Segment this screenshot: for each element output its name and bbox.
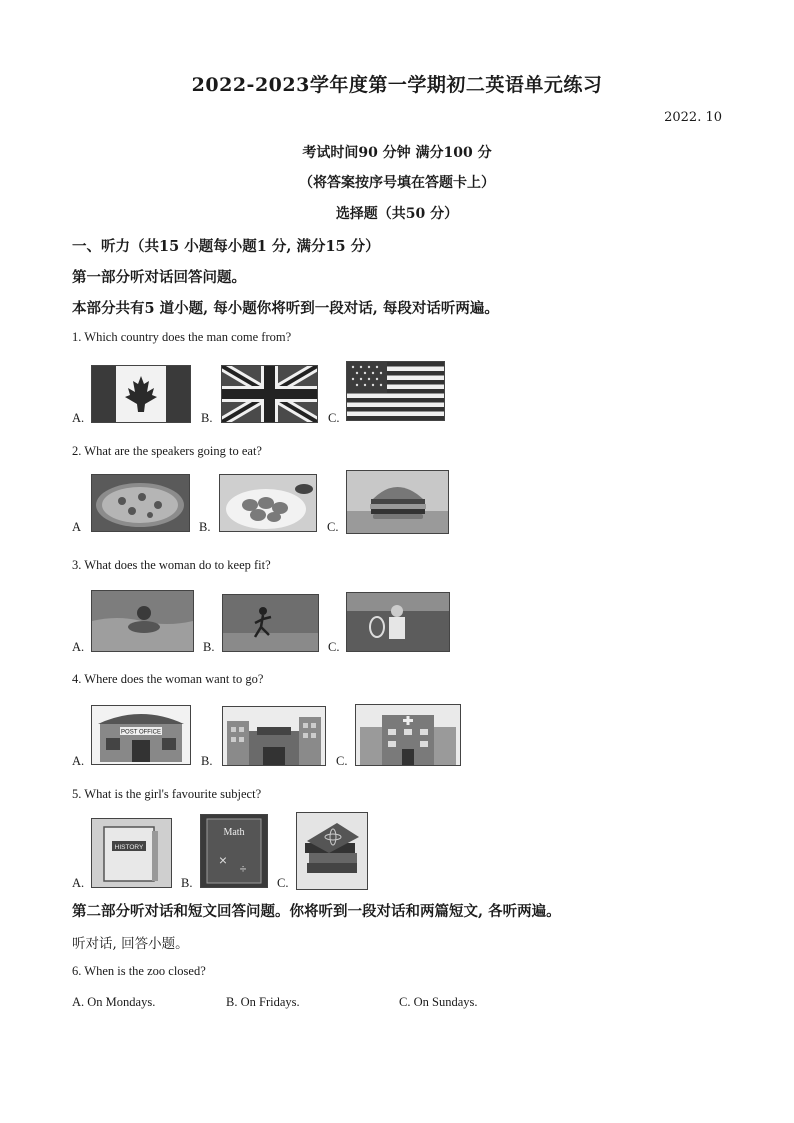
hamburger-image (346, 470, 449, 534)
post-office-image (91, 705, 191, 765)
q4-option-b-label: B. (201, 754, 213, 768)
q1-option-c-label: C. (328, 411, 340, 425)
usa-flag-image (346, 361, 445, 421)
post-office-sign: POST OFFICE (121, 729, 161, 736)
math-book-icon (201, 815, 267, 887)
exam-info: 考试时间90 分钟 满分100 分 (302, 145, 492, 161)
svg-text:÷: ÷ (239, 862, 247, 876)
question-1: 1. Which country does the man come from? (72, 330, 292, 344)
canada-flag-icon (92, 366, 190, 422)
question-4: 4. Where does the woman want to go? (72, 672, 264, 686)
math-book-title: Math (223, 827, 245, 838)
running-image (222, 594, 319, 652)
hamburger-icon (347, 471, 448, 533)
part1-description: 本部分共有5 道小题, 每小题你将听到一段对话, 每段对话听两遍。 (72, 300, 499, 317)
part2-heading: 第二部分听对话和短文回答问题。你将听到一段对话和两篇短文, 各听两遍。 (72, 903, 561, 920)
q3-option-b-label: B. (203, 640, 215, 654)
swimming-icon (92, 591, 193, 651)
svg-text:×: × (218, 852, 228, 868)
math-book-image (200, 814, 268, 888)
page-title: 2022-2023学年度第一学期初二英语单元练习 (191, 74, 603, 96)
listening-heading: 一、听力（共15 小题每小题1 分, 满分15 分） (72, 238, 380, 255)
q2-option-c-label: C. (327, 520, 339, 534)
tennis-icon (347, 593, 449, 651)
q6-option-c: C. On Sundays. (399, 995, 478, 1009)
question-3: 3. What does the woman do to keep fit? (72, 558, 271, 572)
canada-flag-image (91, 365, 191, 423)
q5-option-a-label: A. (72, 876, 85, 890)
usa-flag-icon (347, 362, 444, 420)
hospital-icon (356, 705, 460, 765)
q6-option-b: B. On Fridays. (226, 995, 300, 1009)
uk-flag-image (221, 365, 318, 423)
q6-option-a: A. On Mondays. (72, 995, 156, 1009)
science-book-icon (297, 813, 367, 889)
history-book-image (91, 818, 172, 888)
answer-instruction: （将答案按序号填在答题卡上） (299, 175, 495, 191)
fried-chicken-image (219, 474, 317, 532)
science-book-image (296, 812, 368, 890)
part1-subheading: 第一部分听对话回答问题。 (72, 269, 246, 286)
fried-chicken-icon (220, 475, 316, 531)
q3-option-a-label: A. (72, 640, 85, 654)
post-office-icon (92, 706, 190, 764)
q2-option-a-label: A (72, 520, 82, 534)
part2-sub: 听对话, 回答小题。 (72, 936, 189, 952)
question-5: 5. What is the girl's favourite subject? (72, 787, 262, 801)
pizza-icon (92, 475, 189, 531)
q2-option-b-label: B. (199, 520, 211, 534)
q3-option-c-label: C. (328, 640, 340, 654)
running-icon (223, 595, 318, 651)
question-6: 6. When is the zoo closed? (72, 964, 206, 978)
q5-option-c-label: C. (277, 876, 289, 890)
question-2: 2. What are the speakers going to eat? (72, 444, 262, 458)
uk-flag-icon (222, 366, 317, 422)
q4-option-c-label: C. (336, 754, 348, 768)
q4-option-a-label: A. (72, 754, 85, 768)
shopping-mall-icon (223, 707, 325, 765)
tennis-image (346, 592, 450, 652)
exam-date: 2022. 10 (664, 110, 722, 125)
q1-option-b-label: B. (201, 411, 213, 425)
q5-option-b-label: B. (181, 876, 193, 890)
shopping-mall-image (222, 706, 326, 766)
q1-option-a-label: A. (72, 411, 85, 425)
history-book-icon (92, 819, 171, 887)
section-choice-heading: 选择题（共50 分） (335, 206, 459, 222)
pizza-image (91, 474, 190, 532)
hospital-image (355, 704, 461, 766)
history-book-title: HISTORY (114, 844, 144, 851)
swimming-image (91, 590, 194, 652)
